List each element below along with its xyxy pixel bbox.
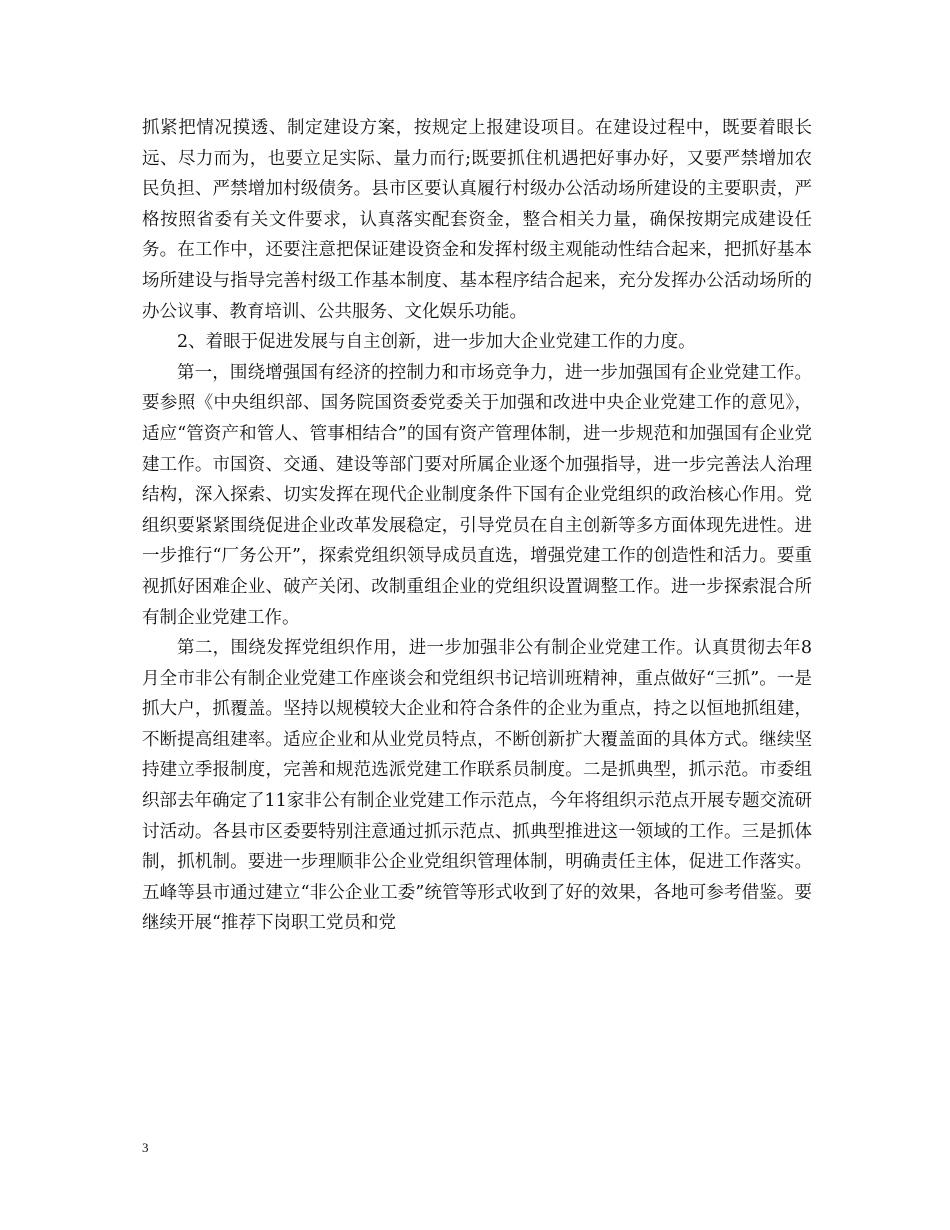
paragraph-2: 2、着眼于促进发展与自主创新，进一步加大企业党建工作的力度。 <box>177 332 696 353</box>
paragraph-4: 第二，围绕发挥党组织作用，进一步加强非公有制企业党建工作。认真贯彻去年8月全市非公有制企业党建工作座谈会和党组织书记培训班精神，重点做好“三抓”。一是抓大户，抓覆盖。坚持以规模较大企业和符合条件的企业为重点，持之以恒地抓组建，不断提高组建率。适应企业和从业党员特点，不断创新扩大覆盖面的具体方式。继续坚持建立季报制度，完善和规范选派党建工作联系员制度。二是抓典型，抓示范。市委组织部去年确定了11家非公有制企业党建工作示范点，今年将组织示范点开展专题交流研讨活动。各县市区委要特别注意通过抓示范点、抓典型推进这一领域的工作。三是抓体制，抓机制。要进一步理顺非公企业党组织管理体制，明确责任主体，促进工作落实。五峰等县市通过建立“非公企业工委”统管等形式收到了好的效果，各地可参考借鉴。要继续开展“推荐下岗职工党员和党 <box>142 638 812 934</box>
paragraph-1: 抓紧把情况摸透、制定建设方案，按规定上报建设项目。在建设过程中，既要着眼长远、尽力而为，也要立足实际、量力而行;既要抓住机遇把好事办好，又要严禁增加农民负担、严禁增加村级债务。县市区要认真履行村级办公活动场所建设的主要职责，严格按照省委有关文件要求，认真落实配套资金，整合相关力量，确保按期完成建设任务。在工作中，还要注意把保证建设资金和发挥村级主观能动性结合起来，把抓好基本场所建设与指导完善村级工作基本制度、基本程序结合起来，充分发挥办公活动场所的办公议事、教育培训、公共服务、文化娱乐功能。 <box>142 118 812 322</box>
page-number: 3 <box>142 1140 149 1155</box>
document-body <box>142 113 812 939</box>
paragraph-3: 第一，围绕增强国有经济的控制力和市场竞争力，进一步加强国有企业党建工作。要参照《中央组织部、国务院国资委党委关于加强和改进中央企业党建工作的意见》，适应“管资产和管人、管事相结合”的国有资产管理体制，进一步规范和加强国有企业党建工作。市国资、交通、建设等部门要对所属企业逐个加强指导，进一步完善法人治理结构，深入探索、切实发挥在现代企业制度条件下国有企业党组织的政治核心作用。党组织要紧紧围绕促进企业改革发展稳定，引导党员在自主创新等多方面体现先进性。进一步推行“厂务公开”，探索党组织领导成员直选，增强党建工作的创造性和活力。要重视抓好困难企业、破产关闭、改制重组企业的党组织设置调整工作。进一步探索混合所有制企业党建工作。 <box>142 362 812 628</box>
